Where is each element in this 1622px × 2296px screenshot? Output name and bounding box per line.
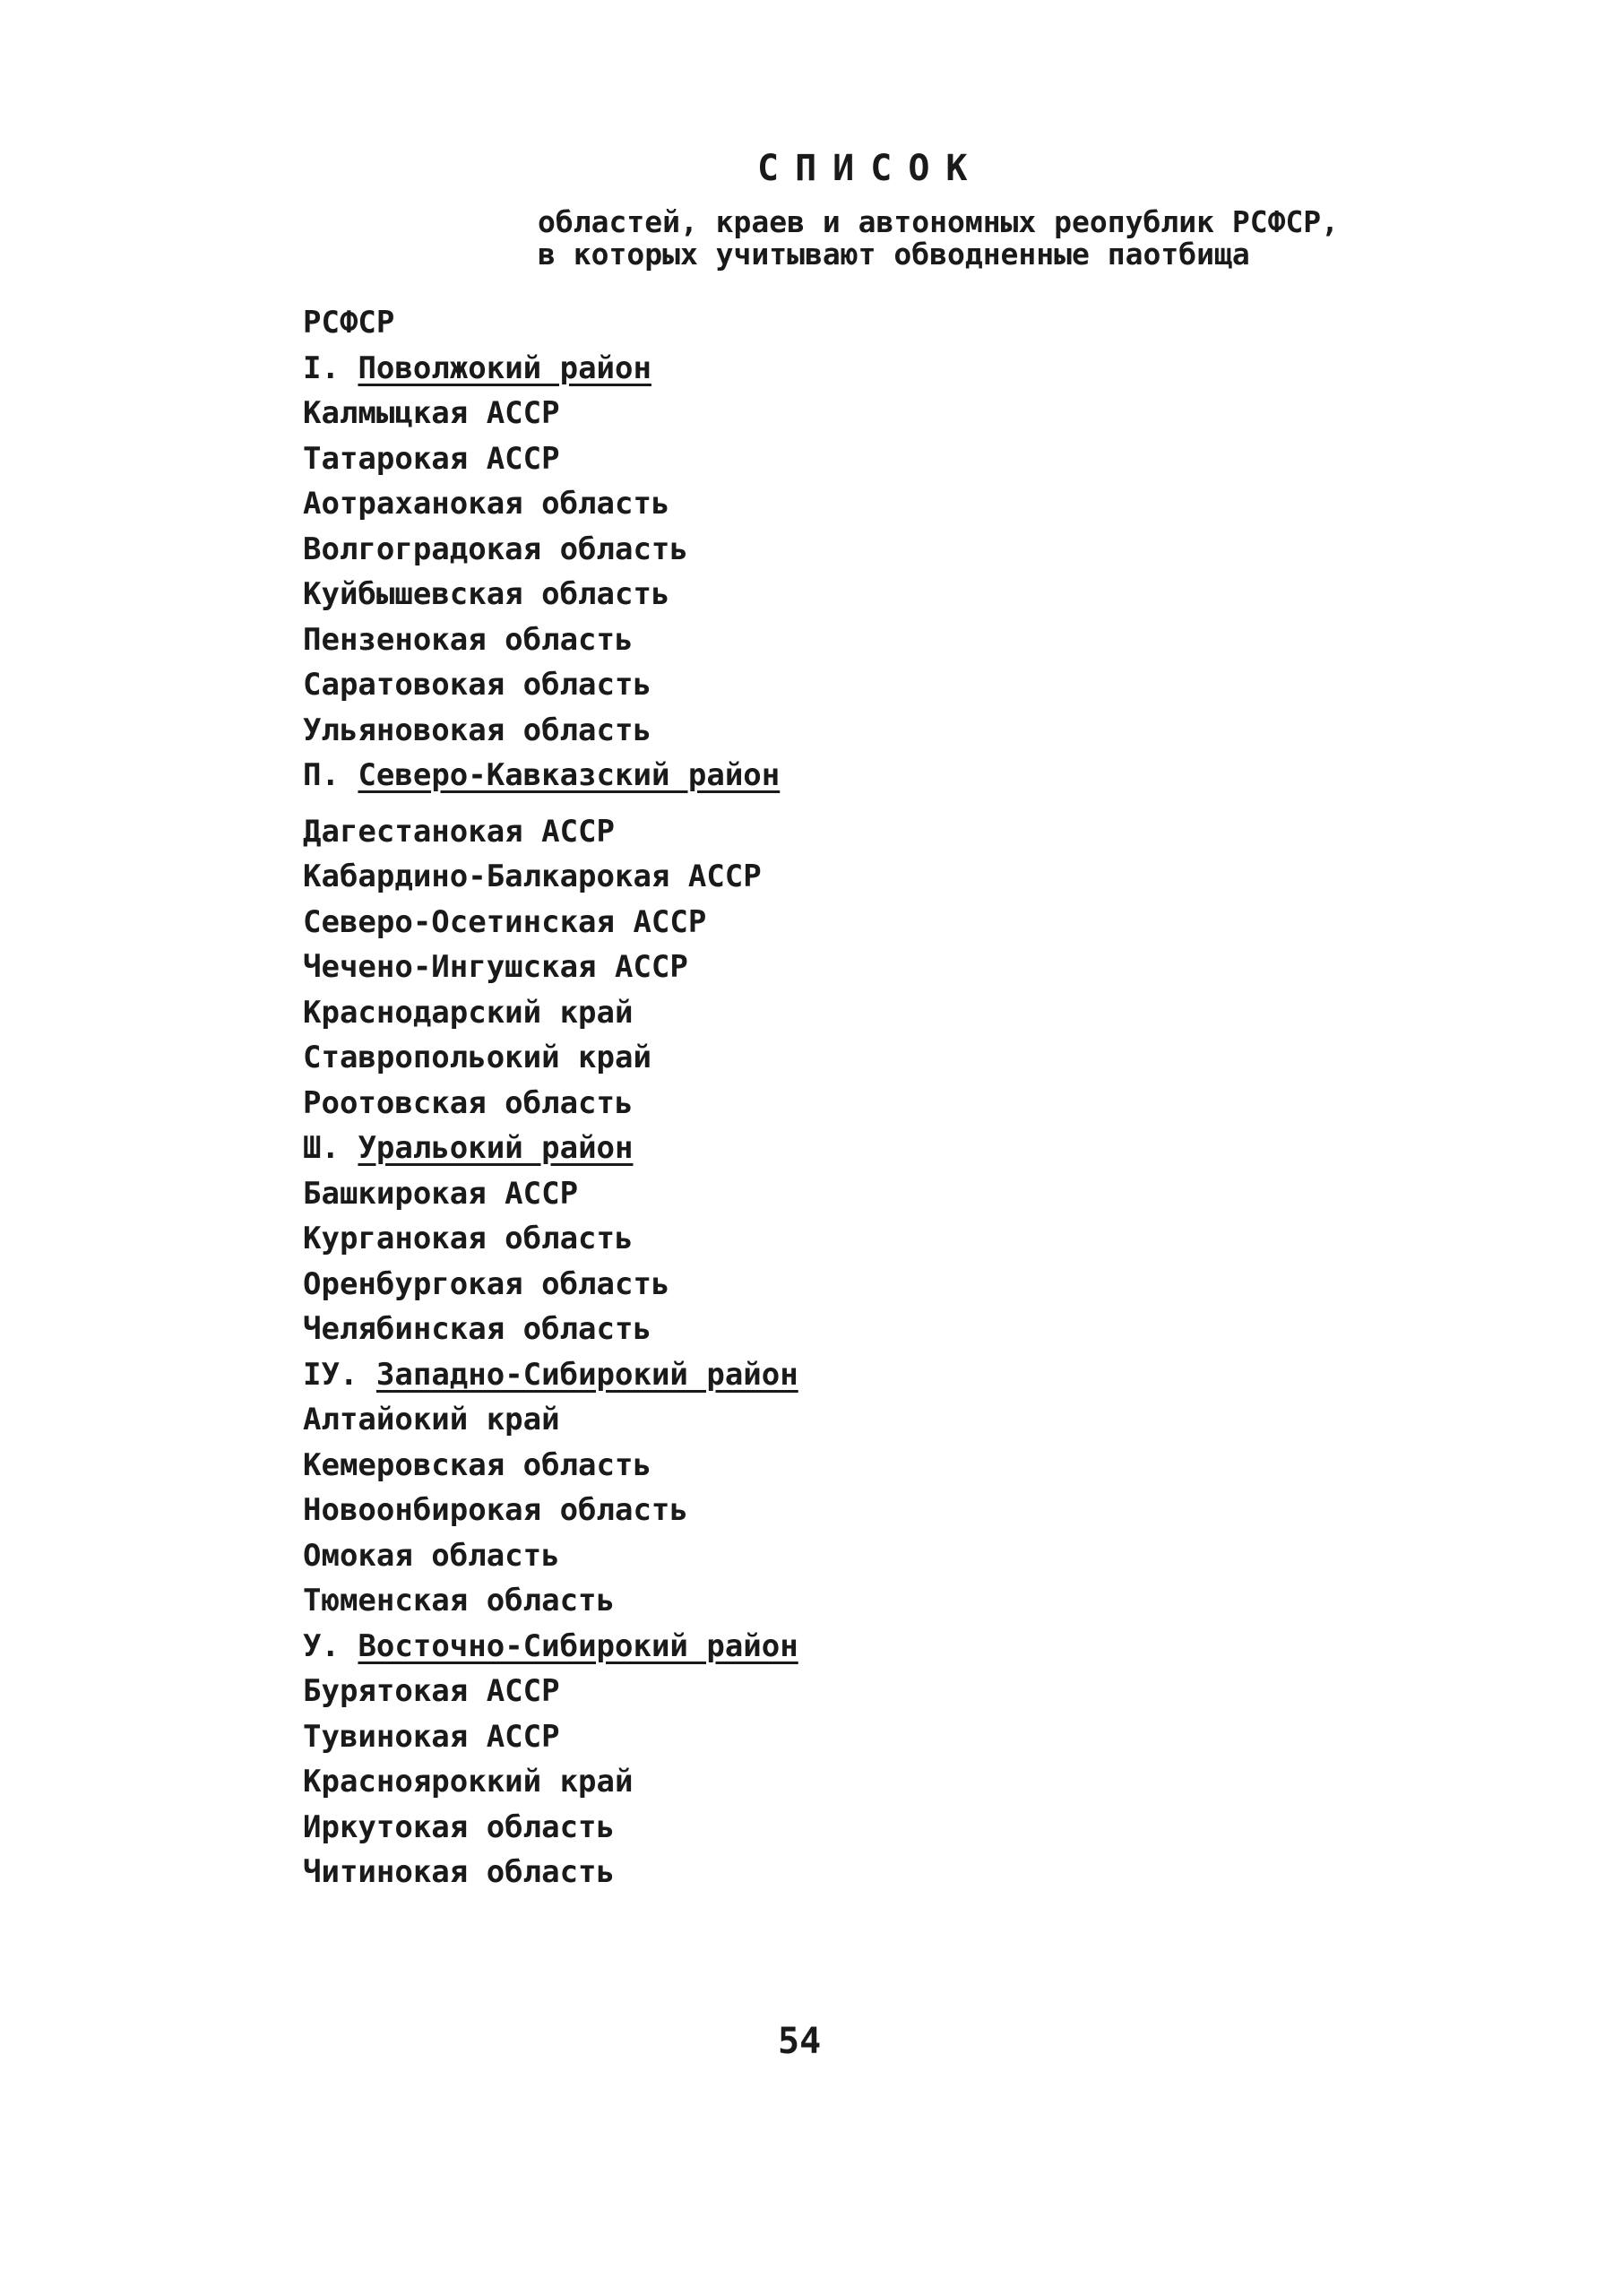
list-item: Куйбышевская область bbox=[303, 576, 670, 612]
section-heading bbox=[303, 753, 798, 798]
list-item: Дагестанокая АССР bbox=[303, 813, 615, 850]
section-number: У. bbox=[303, 1627, 340, 1664]
section-heading bbox=[303, 1624, 798, 1670]
section-name: Уральокий район bbox=[358, 1130, 634, 1166]
list-item: Волгоградокая область bbox=[303, 531, 688, 567]
list-item: Чечено-Ингушская АССР bbox=[303, 949, 688, 985]
list-item: Курганокая область bbox=[303, 1221, 634, 1256]
list-item: Бурятокая АССР bbox=[303, 1673, 560, 1709]
list-item: Краснодарский край bbox=[303, 994, 634, 1031]
subtitle-line-2: в которых учитывают обводненные паотбища bbox=[538, 237, 1250, 272]
list-item: Роотовская область bbox=[303, 1084, 634, 1121]
list-item: Калмыцкая АССР bbox=[303, 395, 560, 431]
list-item: Оренбургокая область bbox=[303, 1265, 670, 1302]
section-name: Северо-Кавказский район bbox=[358, 757, 781, 793]
section-number: I. bbox=[303, 350, 340, 386]
list-item: Кемеровская область bbox=[303, 1446, 651, 1483]
list-item: Северо-Осетинская АССР bbox=[303, 903, 707, 940]
list-item: Ульяновокая область bbox=[303, 712, 651, 748]
page-number: 54 bbox=[778, 2021, 822, 2062]
section-number: IУ. bbox=[303, 1356, 358, 1393]
section-number: П. bbox=[303, 757, 340, 793]
list-item: Тюменская область bbox=[303, 1583, 615, 1618]
document-subtitle bbox=[538, 206, 1339, 271]
section-number: Ш. bbox=[303, 1130, 340, 1166]
section-heading bbox=[303, 1126, 798, 1171]
list-item: Челябинская область bbox=[303, 1311, 651, 1347]
list-item: Башкирокая АССР bbox=[303, 1175, 579, 1212]
section-name: Поволжокий район bbox=[358, 350, 651, 386]
list-item: Аотраханокая область bbox=[303, 486, 670, 522]
list-item: Кабардино-Балкарокая АССР bbox=[303, 859, 762, 894]
country-label: РСФСР bbox=[303, 305, 395, 341]
subtitle-line-1: областей, краев и автономных реопублик РСФСР, bbox=[538, 204, 1340, 239]
list-item: Иркутокая область bbox=[303, 1808, 615, 1845]
list-item: Тувинокая АССР bbox=[303, 1718, 560, 1755]
section-heading bbox=[303, 1352, 798, 1398]
list-item: Саратовокая область bbox=[303, 667, 651, 703]
list-item: Татарокая АССР bbox=[303, 440, 560, 477]
list-item: Читинокая область bbox=[303, 1854, 615, 1890]
list-item: Новоонбирокая область bbox=[303, 1492, 688, 1528]
list-item: Алтайокий край bbox=[303, 1402, 560, 1437]
list-item: Пензенокая область bbox=[303, 621, 634, 658]
list-item: Краснояроккий край bbox=[303, 1764, 634, 1800]
section-name: Западно-Сибирокий район bbox=[375, 1356, 798, 1393]
section-name: Восточно-Сибирокий район bbox=[358, 1627, 798, 1664]
section-heading bbox=[303, 346, 798, 392]
list-item: Ставропольокий край bbox=[303, 1040, 651, 1075]
list-item: Омокая область bbox=[303, 1537, 560, 1574]
document-title: СПИСОК bbox=[757, 148, 984, 189]
region-list bbox=[303, 300, 798, 1895]
